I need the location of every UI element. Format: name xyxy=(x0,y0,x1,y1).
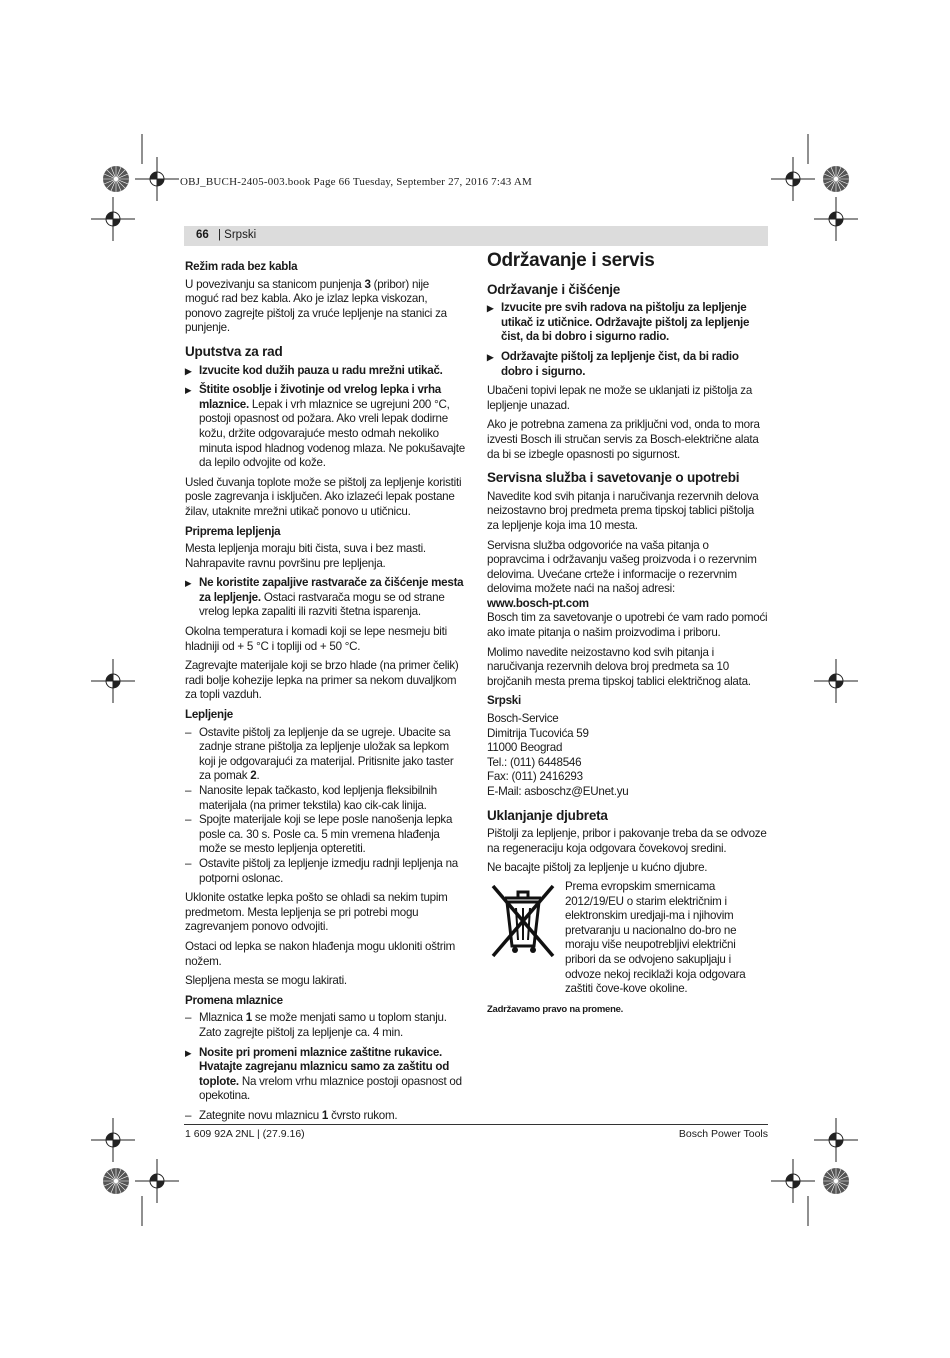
heading-cordless: Režim rada bez kabla xyxy=(185,260,298,273)
heading-country: Srpski xyxy=(487,694,521,708)
paragraph-disposal-1: Pištolji za lepljenje, pribor i pakovanje treba da se odvoze na regeneraciju koja odgovara čovekovoj sredini. xyxy=(487,827,767,855)
paragraph-paint: Slepljena mesta se mogu lakirati. xyxy=(185,974,347,988)
left-column xyxy=(185,255,465,1123)
paragraph-cord-replacement: Ako je potrebna zamena za priključni vod, onda to mora izvesti Bosch ili stručan servis za Bosch-električne alata da bi se izbegle opasnosti po sigurnost. xyxy=(487,418,760,461)
paragraph-disposal-2: Ne bacajte pištolj za lepljenje u kućno djubre. xyxy=(487,861,708,875)
heading-nozzle: Promena mlaznice xyxy=(185,993,283,1007)
address-phone: Tel.: (011) 6448546 xyxy=(487,755,582,769)
weee-block xyxy=(487,880,768,997)
list-item: – Nanosite lepak tačkasto, kod lepljenja fleksibilnih materijala (na primer tekstila) kao cik-cak linija. xyxy=(185,784,465,813)
paragraph-temperature: Okolna temperatura i komadi koji se lepe nesmeju biti hladniji od + 5 °C i topliji od + 50 °C. xyxy=(185,625,447,653)
heading-preparation: Priprema lepljenja xyxy=(185,524,281,538)
paragraph-weee: Prema evropskim smernicama 2012/19/EU o starim električnim i elektronskim uredjaji-ma i njihovim pretvaranju u nacionalno do-bro ne moraju više neupotrebljivi električni pribori da se odvojeno sakupljaju i odvoze nekoj reciklaži koja odgovara zaštiti čove-kove okoline. xyxy=(565,879,746,996)
right-column xyxy=(487,250,768,1017)
bullet-unplug: ▶ Izvucite kod dužih pauza u radu mrežni utikač. xyxy=(185,364,465,379)
bullet-solvents: ▶ Ne koristite zapaljive rastvarače za čišćenje mesta za lepljenje. Ostaci rastvarača mogu se od strane vrelog lepka zapaliti ili razviti štetna isparenja. xyxy=(185,576,465,620)
address-line: Bosch-Service xyxy=(487,712,559,726)
list-item: – Ostavite pištolj za lepljenje da se ugreje. Ubacite sa zadnje strane pištolja za lepljenje uložak sa lepkom koji je odgovarajući za materijal. Pritisnite jako taster za pomak 2. xyxy=(185,726,465,784)
paragraph-inserted-glue: Ubačeni topivi lepak ne može se uklanjati iz pištolja za lepljenje unazad. xyxy=(487,384,753,412)
footer-code: 1 609 92A 2NL | (27.9.16) xyxy=(185,1128,305,1140)
paragraph-service-1: Navedite kod svih pitanja i naručivanja rezervnih delova neizostavno broj predmeta prema tipskoj tablici pištolja za lepljenje koja ima 10 mesta. xyxy=(487,489,759,532)
book-info-line: OBJ_BUCH-2405-003.book Page 66 Tuesday, September 27, 2016 7:43 AM xyxy=(180,176,532,188)
heading-disposal: Uklanjanje djubreta xyxy=(487,807,608,823)
paragraph-metal: Zagrevajte materijale koji se brzo hlade (na primer čelik) radi bolje kohezije lepka na primer sa nekom duvaljkom za topli vazduh. xyxy=(185,659,459,702)
paragraph-service-3: Bosch tim za savetovanje o upotrebi će vam rado pomoći ako imate pitanja o našim proizvodima i priboru. xyxy=(487,611,768,640)
address-email[interactable]: E-Mail: asboschz@EUnet.yu xyxy=(487,785,629,798)
page-header-bar xyxy=(184,226,768,246)
service-address xyxy=(487,712,768,800)
bullet-gloves: ▶ Nosite pri promeni mlaznice zaštitne rukavice. Hvatajte zagrejanu mlaznicu samo za zaštitu od toplote. Na vrelom vrhu mlaznice postoji opasnost od opekotina. xyxy=(185,1046,465,1104)
rights-reserved-note: Zadržavamo pravo na promene. xyxy=(487,1003,624,1015)
section-name: | Srpski xyxy=(218,229,257,241)
paragraph-service-2: Servisna služba odgovoriće na vaša pitanja o popravcima i održavanju vašeg proizvoda i o rezervnim delovima. Uvećane crteže i informacije o rezervnim delovima možete naći na našoj adresi: xyxy=(487,538,757,596)
list-item: – Ostavite pištolj za lepljenje izmedju radnji lepljenja na potporni oslonac. xyxy=(185,857,465,886)
bullet-keep-clean: ▶ Održavajte pištolj za lepljenje čist, da bi radio dobro i sigurno. xyxy=(487,350,768,379)
list-item: – Spojte materijale koji se lepe posle nanošenja lepka posle ca. 30 s. Posle ca. 5 min vremena hlađenja može se mesto lepljenja opteretiti. xyxy=(185,813,465,857)
footer-rule xyxy=(184,1124,768,1125)
address-line: Dimitrija Tucovića 59 xyxy=(487,726,589,740)
list-item: – Zategnite novu mlaznicu 1 čvrsto rukom. xyxy=(185,1109,465,1124)
address-fax: Fax: (011) 2416293 xyxy=(487,770,583,784)
bullet-protect: ▶ Štitite osoblje i životinje od vrelog lepka i vrha mlaznice. Lepak i vrh mlaznice se ugrejuni 200 °C, postoji opasnost od požara. Ako vreli lepak dodirne kožu, držite odgovarajuće mesto odmah nekoliko minuta ispod hladnog vodenog mlaza. Ne pokušavajte da lepilo odvojite od kože. xyxy=(185,383,465,471)
heading-instructions: Uputstva za rad xyxy=(185,343,283,359)
heading-maintenance-cleaning: Održavanje i čišćenje xyxy=(487,281,621,297)
paragraph-sharp-knife: Ostaci od lepka se nakon hlađenja mogu ukloniti oštrim nožem. xyxy=(185,939,456,968)
heading-service: Servisna služba i savetovanje o upotrebi xyxy=(487,470,740,486)
heading-gluing: Lepljenje xyxy=(185,708,234,722)
paragraph-service-4: Molimo navedite neizostavno kod svih pitanja i naručivanja rezervnih delova broj predmeta sa 10 brojčanih mesta prema tipskoj tablici električnog alata. xyxy=(487,645,751,688)
website-link[interactable]: www.bosch-pt.com xyxy=(487,596,589,610)
list-item: – Mlaznica 1 se može menjati samo u toplom stanju. Zato zagrejte pištolj za lepljenje ca. 4 min. xyxy=(185,1011,465,1040)
bullet-unplug-before-work: ▶ Izvucite pre svih radova na pištolju za lepljenje utikač iz utičnice. Održavajte pištolj za lepljenje čist, da bi dobro i sigurno radio. xyxy=(487,301,768,345)
address-line: 11000 Beograd xyxy=(487,741,563,755)
page-number: 66 xyxy=(196,229,209,241)
paragraph-preparation: Mesta lepljenja moraju biti čista, suva i bez masti. Nahrapavite ravnu površinu pre lepljenja. xyxy=(185,542,426,570)
heading-maintenance-service: Održavanje i servis xyxy=(487,250,655,271)
crossed-out-bin-icon xyxy=(487,880,559,960)
paragraph-cordless: U povezivanju sa stanicom punjenja 3 (pribor) nije moguć rad bez kabla. Ako je izlaz lepka viskozan, ponovo zagrejte pištolj za vruće lepljenje na stanici za punjenje. xyxy=(185,277,447,335)
paragraph-storage: Usled čuvanja toplote može se pištolj za lepljenje koristiti posle zagrevanja i isključen. Ako izlazeći lepak postane žilav, utaknite mrežni utikač ponovo u utičnicu. xyxy=(185,475,462,518)
footer-brand: Bosch Power Tools xyxy=(678,1128,768,1140)
paragraph-residue: Uklonite ostatke lepka pošto se ohladi sa nekim tupim predmetom. Mesta lepljenja se pri potrebi mogu zagrevanjem ponovo odvojiti. xyxy=(185,891,448,934)
